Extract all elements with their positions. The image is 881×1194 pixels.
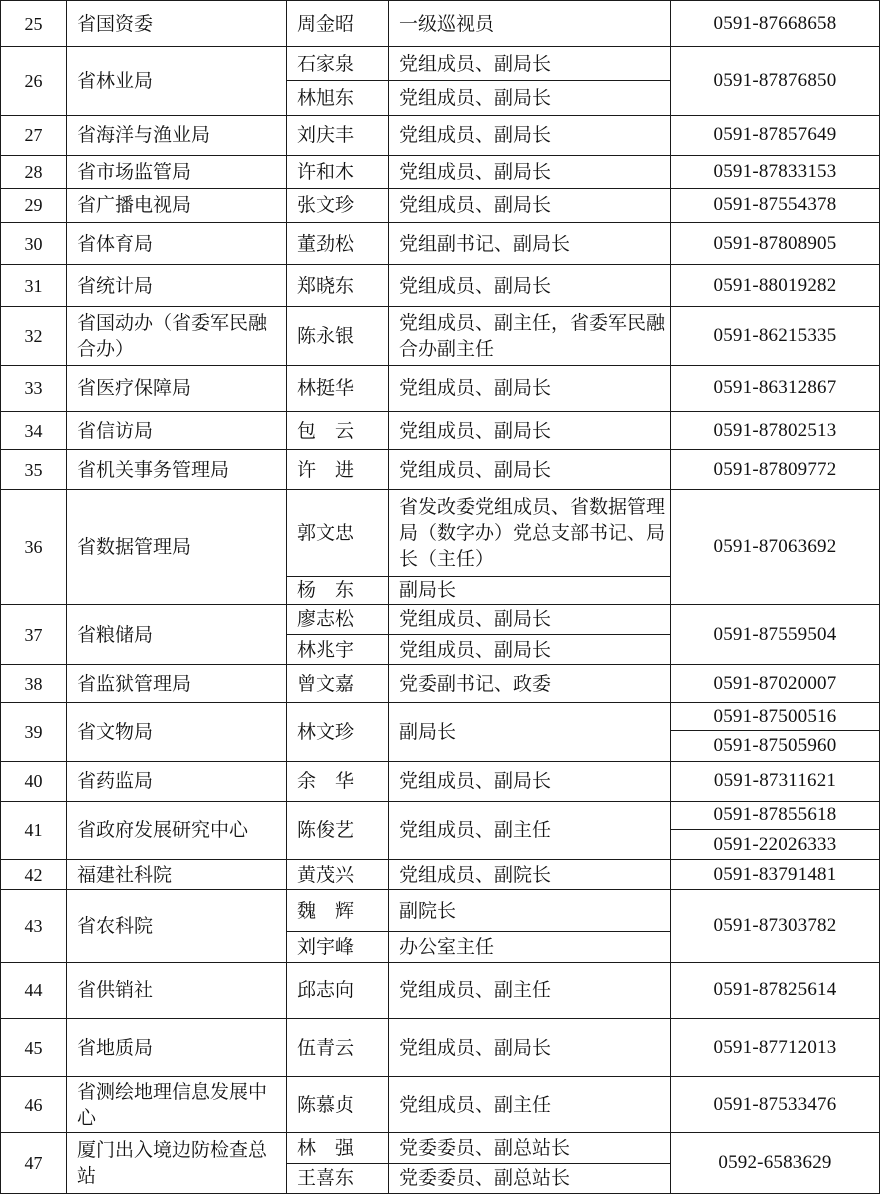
row-number: 26 <box>1 47 67 115</box>
person-title: 办公室主任 <box>389 932 671 962</box>
person-name: 许 进 <box>287 450 389 490</box>
person-name: 廖志松 <box>287 604 389 634</box>
person-title: 党组成员、副局长 <box>389 188 671 222</box>
row-number: 44 <box>1 962 67 1018</box>
person-name: 林 强 <box>287 1133 389 1163</box>
row-number: 38 <box>1 665 67 703</box>
org-name: 省药监局 <box>67 761 287 801</box>
person-name: 曾文嘉 <box>287 665 389 703</box>
person-name: 石家泉 <box>287 47 389 81</box>
person-title: 党组成员、副局长 <box>389 450 671 490</box>
person-name: 伍青云 <box>287 1018 389 1076</box>
person-name: 陈慕贞 <box>287 1077 389 1133</box>
phone-number: 0591-87020007 <box>671 665 880 703</box>
org-name: 省信访局 <box>67 411 287 449</box>
person-title: 党委副书记、政委 <box>389 665 671 703</box>
phone-number: 0591-87833153 <box>671 155 880 188</box>
org-name: 福建社科院 <box>67 860 287 890</box>
phone-number: 0591-87809772 <box>671 450 880 490</box>
person-name: 刘宇峰 <box>287 932 389 962</box>
row-number: 46 <box>1 1077 67 1133</box>
person-title: 党组成员、副局长 <box>389 265 671 307</box>
org-name: 厦门出入境边防检查总站 <box>67 1133 287 1194</box>
org-name: 省海洋与渔业局 <box>67 115 287 155</box>
phone-number: 0591-87855618 <box>671 801 880 829</box>
table-row <box>1 665 880 703</box>
row-number: 32 <box>1 307 67 365</box>
org-name: 省广播电视局 <box>67 188 287 222</box>
phone-number: 0591-86312867 <box>671 365 880 411</box>
person-name: 郭文忠 <box>287 490 389 576</box>
row-number: 36 <box>1 490 67 605</box>
person-title: 党组成员、副主任 <box>389 1077 671 1133</box>
row-number: 47 <box>1 1133 67 1194</box>
org-name: 省数据管理局 <box>67 490 287 605</box>
table-row <box>1 115 880 155</box>
phone-number: 0591-87533476 <box>671 1077 880 1133</box>
phone-number: 0591-87857649 <box>671 115 880 155</box>
org-name: 省监狱管理局 <box>67 665 287 703</box>
row-number: 34 <box>1 411 67 449</box>
person-title: 党组成员、副主任 <box>389 962 671 1018</box>
table-row <box>1 450 880 490</box>
phone-number: 0591-87668658 <box>671 1 880 47</box>
person-name: 陈俊艺 <box>287 801 389 859</box>
row-number: 35 <box>1 450 67 490</box>
phone-number: 0591-87311621 <box>671 761 880 801</box>
person-title: 党组成员、副局长 <box>389 761 671 801</box>
person-title: 党组成员、副主任，省委军民融合办副主任 <box>389 307 671 365</box>
table-row <box>1 1 880 47</box>
row-number: 37 <box>1 604 67 664</box>
person-title: 党组成员、副局长 <box>389 47 671 81</box>
row-number: 28 <box>1 155 67 188</box>
person-title: 副局长 <box>389 576 671 604</box>
row-number: 30 <box>1 223 67 265</box>
table-row <box>1 307 880 365</box>
table-row <box>1 411 880 449</box>
table-row <box>1 962 880 1018</box>
org-name: 省粮储局 <box>67 604 287 664</box>
person-title: 省发改委党组成员、省数据管理局（数字办）党总支部书记、局长（主任） <box>389 490 671 576</box>
org-name: 省林业局 <box>67 47 287 115</box>
row-number: 42 <box>1 860 67 890</box>
person-title: 党组成员、副院长 <box>389 860 671 890</box>
person-title: 党组副书记、副局长 <box>389 223 671 265</box>
contact-table-body <box>1 1 880 1194</box>
table-row <box>1 47 880 81</box>
phone-number: 0591-87505960 <box>671 731 880 761</box>
table-row <box>1 155 880 188</box>
phone-number: 0591-87559504 <box>671 604 880 664</box>
org-name: 省国动办（省委军民融合办） <box>67 307 287 365</box>
person-name: 包 云 <box>287 411 389 449</box>
table-row <box>1 890 880 932</box>
org-name: 省文物局 <box>67 703 287 761</box>
row-number: 40 <box>1 761 67 801</box>
table-row <box>1 1077 880 1133</box>
table-row <box>1 860 880 890</box>
org-name: 省统计局 <box>67 265 287 307</box>
phone-number: 0591-87808905 <box>671 223 880 265</box>
row-number: 31 <box>1 265 67 307</box>
phone-number: 0591-87802513 <box>671 411 880 449</box>
org-name: 省市场监管局 <box>67 155 287 188</box>
org-name: 省机关事务管理局 <box>67 450 287 490</box>
phone-number: 0591-86215335 <box>671 307 880 365</box>
person-title: 党组成员、副局长 <box>389 115 671 155</box>
row-number: 39 <box>1 703 67 761</box>
person-title: 党组成员、副局长 <box>389 604 671 634</box>
org-name: 省农科院 <box>67 890 287 962</box>
person-name: 黄茂兴 <box>287 860 389 890</box>
row-number: 29 <box>1 188 67 222</box>
phone-number: 0591-22026333 <box>671 829 880 859</box>
table-row <box>1 1133 880 1163</box>
person-name: 王喜东 <box>287 1163 389 1193</box>
org-name: 省地质局 <box>67 1018 287 1076</box>
person-name: 杨 东 <box>287 576 389 604</box>
row-number: 45 <box>1 1018 67 1076</box>
person-name: 林兆宇 <box>287 635 389 665</box>
phone-number: 0591-83791481 <box>671 860 880 890</box>
person-title: 副局长 <box>389 703 671 761</box>
org-name: 省医疗保障局 <box>67 365 287 411</box>
person-title: 党组成员、副局长 <box>389 81 671 115</box>
person-title: 党委委员、副总站长 <box>389 1133 671 1163</box>
person-name: 林旭东 <box>287 81 389 115</box>
table-row <box>1 1018 880 1076</box>
person-name: 许和木 <box>287 155 389 188</box>
person-name: 张文珍 <box>287 188 389 222</box>
person-title: 党组成员、副局长 <box>389 411 671 449</box>
org-name: 省测绘地理信息发展中心 <box>67 1077 287 1133</box>
person-name: 余 华 <box>287 761 389 801</box>
person-title: 副院长 <box>389 890 671 932</box>
person-title: 党组成员、副主任 <box>389 801 671 859</box>
person-name: 陈永银 <box>287 307 389 365</box>
phone-number: 0591-87554378 <box>671 188 880 222</box>
person-name: 董劲松 <box>287 223 389 265</box>
person-name: 郑晓东 <box>287 265 389 307</box>
person-title: 党组成员、副局长 <box>389 365 671 411</box>
row-number: 33 <box>1 365 67 411</box>
phone-number: 0592-6583629 <box>671 1133 880 1194</box>
table-row <box>1 801 880 829</box>
person-name: 刘庆丰 <box>287 115 389 155</box>
phone-number: 0591-87876850 <box>671 47 880 115</box>
org-name: 省国资委 <box>67 1 287 47</box>
phone-number: 0591-87063692 <box>671 490 880 605</box>
table-row <box>1 490 880 576</box>
table-row <box>1 761 880 801</box>
person-name: 周金昭 <box>287 1 389 47</box>
org-name: 省体育局 <box>67 223 287 265</box>
person-title: 一级巡视员 <box>389 1 671 47</box>
person-name: 林文珍 <box>287 703 389 761</box>
phone-number: 0591-87825614 <box>671 962 880 1018</box>
row-number: 27 <box>1 115 67 155</box>
person-name: 林挺华 <box>287 365 389 411</box>
person-title: 党组成员、副局长 <box>389 635 671 665</box>
row-number: 43 <box>1 890 67 962</box>
org-name: 省政府发展研究中心 <box>67 801 287 859</box>
table-row <box>1 223 880 265</box>
table-row <box>1 365 880 411</box>
phone-number: 0591-87712013 <box>671 1018 880 1076</box>
phone-number: 0591-87303782 <box>671 890 880 962</box>
phone-number: 0591-88019282 <box>671 265 880 307</box>
person-title: 党委委员、副总站长 <box>389 1163 671 1193</box>
person-title: 党组成员、副局长 <box>389 155 671 188</box>
table-row <box>1 188 880 222</box>
table-row <box>1 604 880 634</box>
person-title: 党组成员、副局长 <box>389 1018 671 1076</box>
table-row <box>1 265 880 307</box>
phone-number: 0591-87500516 <box>671 703 880 731</box>
row-number: 25 <box>1 1 67 47</box>
row-number: 41 <box>1 801 67 859</box>
table-row <box>1 703 880 731</box>
person-name: 邱志向 <box>287 962 389 1018</box>
person-name: 魏 辉 <box>287 890 389 932</box>
org-name: 省供销社 <box>67 962 287 1018</box>
